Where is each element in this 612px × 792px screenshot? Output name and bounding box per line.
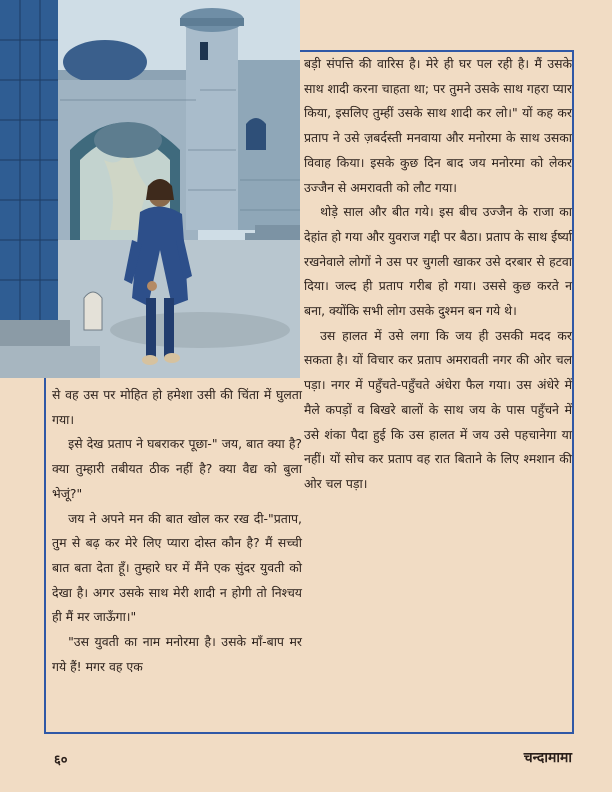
paragraph: उस हालत में उसे लगा कि जय ही उसकी मदद कर सकता है। यों विचार कर प्रताप अमरावती नगर की ओर चल पड़ा। नगर में पहुँचते-पहुँचते अंधेरा फैल गया। उस अंधेरे में मैले कपड़ों व बिखरे बालों के साथ जय के पास पहुँचने में उसे शंका पैदा हुई कि उस हालत में जय उसे पहचानेगा या नहीं। यों सोच कर प्रताप वह रात बिताने के लिए श्मशान की ओर चल पड़ा।: [304, 327, 572, 491]
paragraph: इसे देख प्रताप ने घबराकर पूछा-" जय, बात क्या है? क्या तुम्हारी तबीयत ठीक नहीं है? क्या वैद्य को बुला भेजूं?": [52, 436, 302, 501]
right-text-column: [304, 52, 572, 497]
paragraph: थोड़े साल और बीत गये। इस बीच उज्जैन के राजा का देहांत हो गया और युवराज गद्दी पर बैठा। प्रताप के साथ ईर्ष्या रखनेवाले लोगों ने उस पर चुगली खाकर उसे दरबार से हटवा दिया। जल्द ही प्रताप गरीब हो गया। उससे कुछ करते न बना, क्योंकि सभी लोग उसके दुश्मन बन गये थे।: [304, 204, 572, 319]
paragraph: "उस युवती का नाम मनोरमा है। उसके माँ-बाप मर गये हैं! मगर वह एक: [52, 634, 302, 674]
page-number: ६०: [54, 753, 68, 768]
paragraph: जय ने अपने मन की बात खोल कर रख दी-"प्रताप, तुम से बढ़ कर मेरे लिए प्यारा दोस्त कौन है? मैं सच्ची बात बता देता हूँ। तुम्हारे घर में मैंने एक सुंदर युवती को देखा है। अगर उसके साथ मेरी शादी न होगी तो निश्चय ही मैं मर जाऊँगा।": [52, 510, 302, 625]
magazine-name: चन्दामामा: [523, 750, 572, 766]
story-illustration: [0, 0, 300, 378]
left-text-column: [52, 383, 302, 679]
man-walking-near-castle-gate-icon: [0, 0, 300, 378]
paragraph: से वह उस पर मोहित हो हमेशा उसी की चिंता में घुलता गया।: [52, 387, 302, 427]
paragraph: बड़ी संपत्ति की वारिस है। मेरे ही घर पल रही है। मैं उसके साथ शादी करना चाहता था; पर तुमने उसके साथ गहरा प्यार किया, इसलिए तुम्हीं उसके साथ शादी कर लो।" यों कह कर प्रताप ने उसे ज़बर्दस्ती मनवाया और मनोरमा के साथ उसका विवाह किया। इसके कुछ दिन बाद जय मनोरमा को लेकर उज्जैन से अमरावती को लौट गया।: [304, 56, 572, 195]
